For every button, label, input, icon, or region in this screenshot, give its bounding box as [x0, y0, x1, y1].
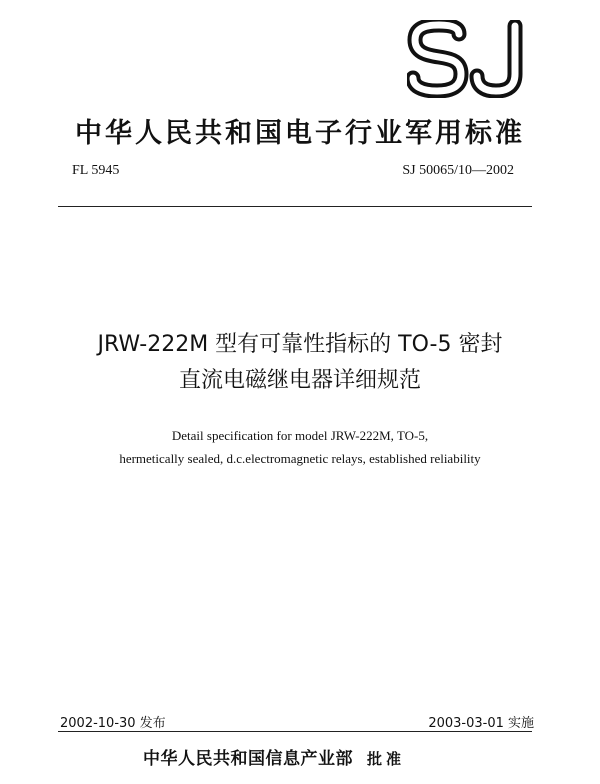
chinese-title: [0, 327, 600, 399]
effective-date: 2003-03-01 实施: [428, 716, 534, 731]
issue-date: 2002-10-30 发布: [60, 716, 166, 731]
issuer-line: [143, 744, 405, 769]
chinese-title-line-1: JRW-222M 型有可靠性指标的 TO-5 密封: [97, 332, 503, 357]
classification-code: FL 5945: [72, 163, 120, 178]
issuing-ministry: 中华人民共和国信息产业部: [143, 749, 353, 769]
english-title-line-1: Detail specification for model JRW-222M, TO-5,: [171, 428, 429, 443]
sj-logo: [407, 20, 529, 98]
english-title-line-2: hermetically sealed, d.c.electromagnetic relays, established reliability: [119, 451, 481, 466]
english-title: [0, 424, 600, 470]
footer-divider: [58, 731, 532, 732]
issuing-authority-title: 中华人民共和国电子行业军用标准: [75, 118, 525, 149]
sj-logo-mark: [407, 20, 529, 98]
approval-label: 批准: [367, 750, 406, 768]
header-divider: [58, 206, 532, 207]
standard-number: SJ 50065/10—2002: [402, 163, 514, 178]
chinese-title-line-2: 直流电磁继电器详细规范: [178, 368, 421, 393]
